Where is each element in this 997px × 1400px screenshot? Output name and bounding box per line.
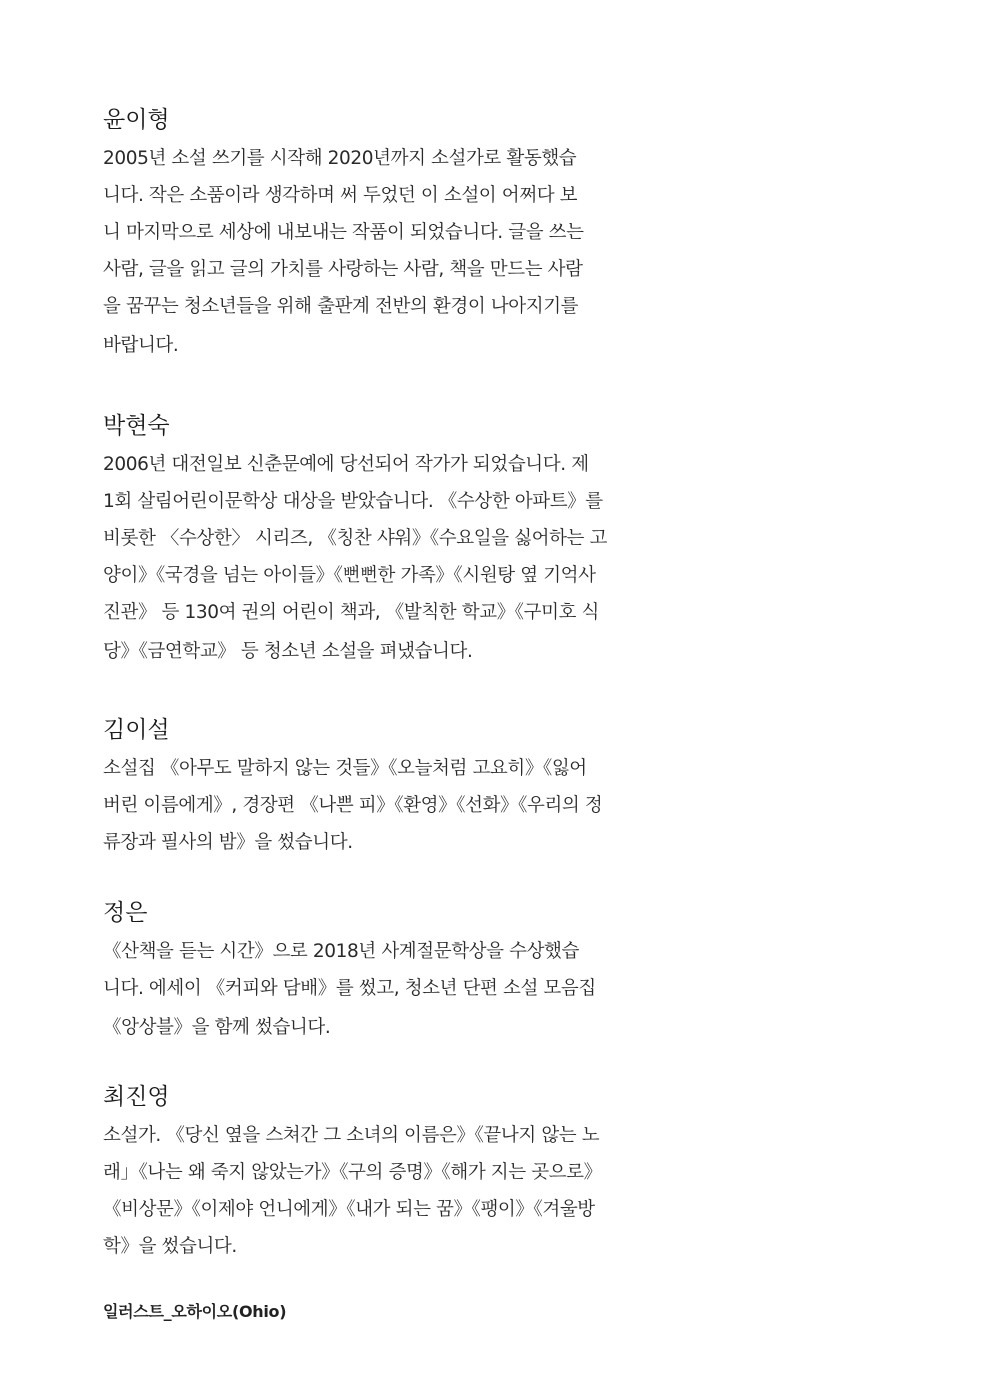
bio-line: 《산책을 듣는 시간》으로 2018년 사계절문학상을 수상했습 bbox=[103, 941, 579, 962]
author-bios bbox=[103, 102, 613, 1265]
bio-line: 소설가. 《당신 옆을 스쳐간 그 소녀의 이름은》《끝나지 않는 노 bbox=[103, 1125, 600, 1146]
bio-line: 《비상문》《이제야 언니에게》《내가 되는 꿈》《팽이》《겨울방 bbox=[103, 1199, 595, 1220]
author-bio bbox=[103, 140, 613, 369]
bio-line: 사람, 글을 읽고 글의 가치를 사랑하는 사람, 책을 만드는 사람 bbox=[103, 259, 583, 280]
section-spacer bbox=[103, 861, 613, 895]
bio-line: 당》《금연학교》 등 청소년 소설을 펴냈습니다. bbox=[103, 641, 473, 662]
bio-line: 류장과 필사의 밤》을 썼습니다. bbox=[103, 832, 353, 853]
author-section-kim bbox=[103, 712, 613, 861]
section-spacer bbox=[103, 369, 613, 408]
author-name: 최진영 bbox=[103, 1084, 170, 1110]
bio-line: 니 마지막으로 세상에 내보내는 작품이 되었습니다. 글을 쓰는 bbox=[103, 222, 584, 243]
bio-line: 2005년 소설 쓰기를 시작해 2020년까지 소설가로 활동했습 bbox=[103, 148, 577, 169]
bio-line: 양이》《국경을 넘는 아이들》《뻔뻔한 가족》《시원탕 옆 기억사 bbox=[103, 565, 596, 586]
author-section-park bbox=[103, 408, 613, 675]
bio-line: 비롯한 〈수상한〉 시리즈, 《칭찬 샤워》《수요일을 싫어하는 고 bbox=[103, 528, 607, 549]
author-bio bbox=[103, 933, 613, 1051]
author-bio bbox=[103, 750, 613, 861]
author-name: 박현숙 bbox=[103, 413, 170, 439]
author-section-choi bbox=[103, 1079, 613, 1265]
author-name: 김이설 bbox=[103, 717, 170, 743]
bio-line: 《앙상블》을 함께 썼습니다. bbox=[103, 1017, 331, 1038]
bio-line: 바랍니다. bbox=[103, 335, 179, 356]
bio-line: 니다. 작은 소품이라 생각하며 써 두었던 이 소설이 어쩌다 보 bbox=[103, 185, 578, 206]
illustration-credit: 일러스트_오하이오(Ohio) bbox=[103, 1302, 287, 1321]
bio-line: 1회 살림어린이문학상 대상을 받았습니다. 《수상한 아파트》를 bbox=[103, 491, 603, 512]
author-bio bbox=[103, 1117, 613, 1265]
author-section-jeong bbox=[103, 895, 613, 1051]
bio-line: 버린 이름에게》, 경장편 《나쁜 피》《환영》《선화》《우리의 정 bbox=[103, 795, 603, 816]
section-spacer bbox=[103, 675, 613, 712]
bio-line: 학》을 썼습니다. bbox=[103, 1236, 237, 1257]
bio-line: 래」《나는 왜 죽지 않았는가》《구의 증명》《해가 지는 곳으로》 bbox=[103, 1162, 602, 1183]
author-name: 정은 bbox=[103, 900, 148, 926]
author-section-yun bbox=[103, 102, 613, 369]
bio-line: 니다. 에세이 《커피와 담배》를 썼고, 청소년 단편 소설 모음집 bbox=[103, 978, 596, 999]
bio-line: 소설집 《아무도 말하지 않는 것들》《오늘처럼 고요히》《잃어 bbox=[103, 758, 587, 779]
bio-line: 을 꿈꾸는 청소년들을 위해 출판계 전반의 환경이 나아지기를 bbox=[103, 296, 579, 317]
section-spacer bbox=[103, 1051, 613, 1079]
bio-line: 2006년 대전일보 신춘문예에 당선되어 작가가 되었습니다. 제 bbox=[103, 454, 589, 475]
bio-line: 진관》 등 130여 권의 어린이 책과, 《발칙한 학교》《구미호 식 bbox=[103, 602, 600, 623]
author-bio bbox=[103, 446, 613, 675]
author-name: 윤이형 bbox=[103, 107, 170, 133]
